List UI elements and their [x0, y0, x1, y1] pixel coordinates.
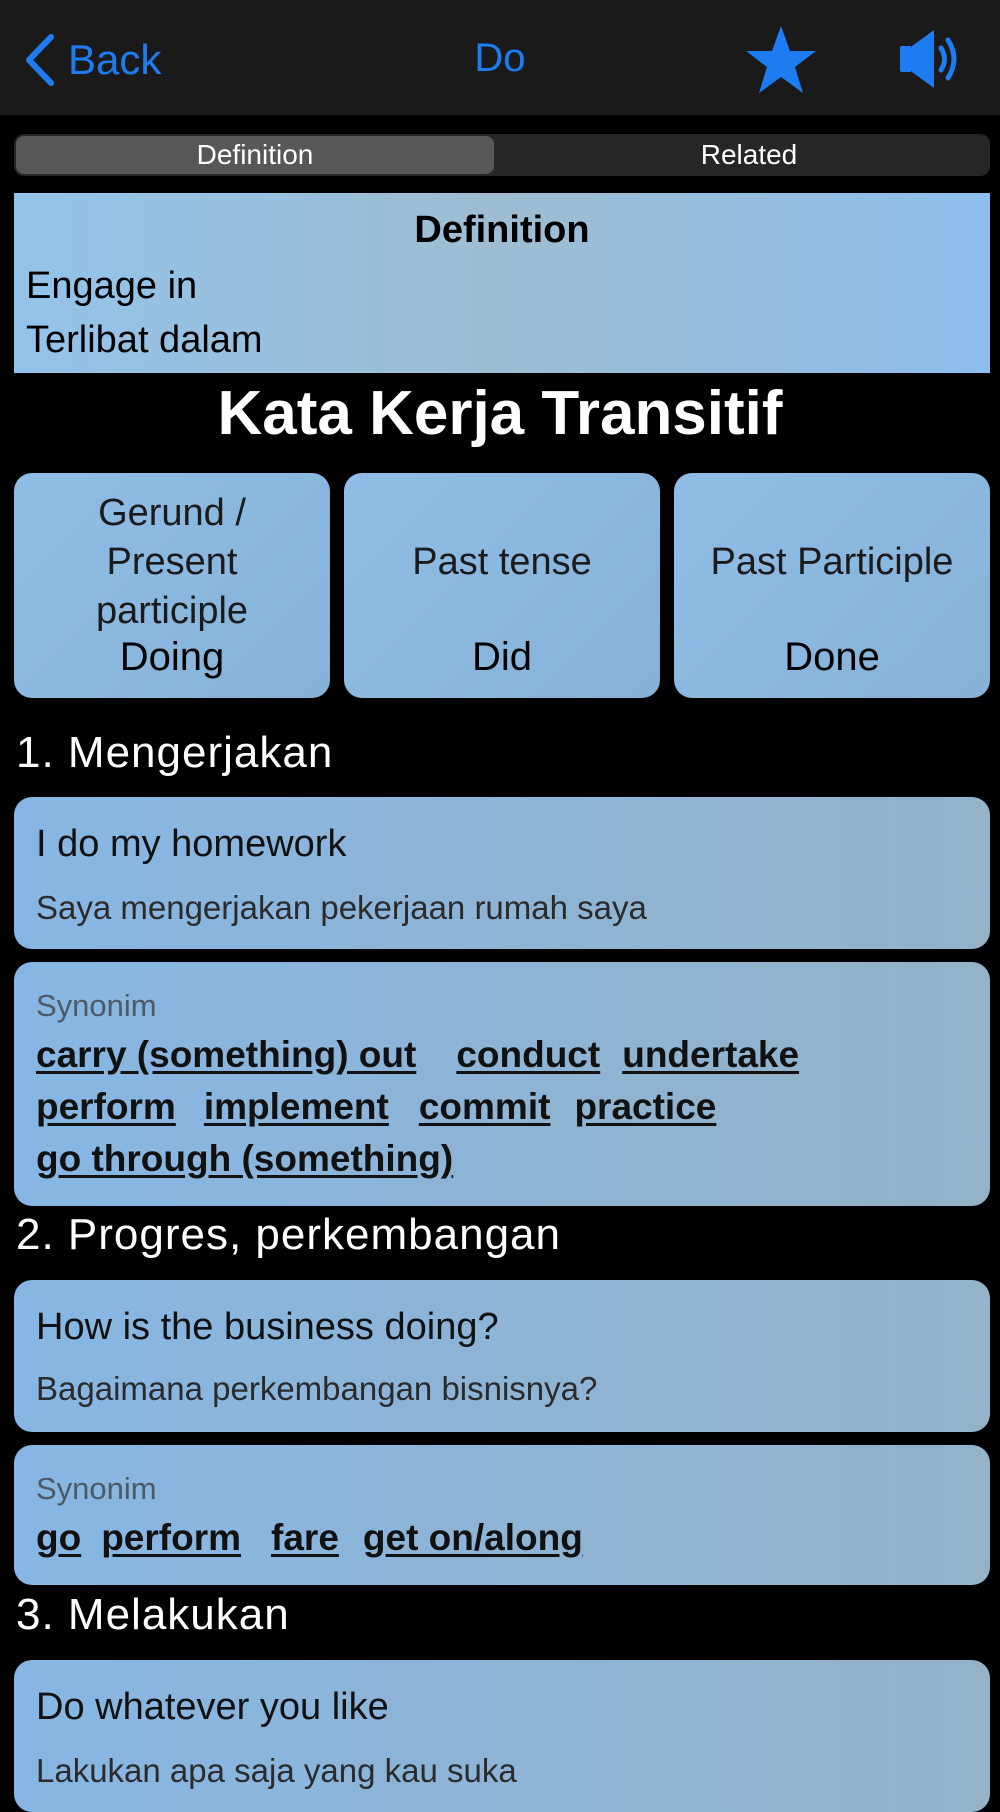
navigation-bar	[0, 0, 1000, 115]
tense-card-past-participle	[674, 473, 990, 698]
example-indonesian: Lakukan apa saja yang kau suka	[36, 1752, 517, 1789]
tense-label: Past Participle	[710, 541, 954, 583]
synonym-link[interactable]: perform	[36, 1086, 176, 1127]
definition-indonesian: Terlibat dalam	[26, 319, 263, 361]
back-label: Back	[68, 36, 162, 83]
definition-heading: Definition	[414, 209, 590, 251]
synonym-link[interactable]: commit	[418, 1086, 551, 1127]
example-english: Do whatever you like	[36, 1686, 389, 1728]
definition-box	[14, 193, 990, 373]
synonym-link[interactable]: fare	[271, 1517, 339, 1558]
synonym-row	[36, 1086, 716, 1128]
example-card	[14, 797, 990, 949]
example-indonesian: Bagaimana perkembangan bisnisnya?	[36, 1370, 598, 1407]
synonym-link[interactable]: implement	[203, 1086, 389, 1127]
synonym-label: Synonim	[36, 988, 157, 1023]
synonym-link[interactable]: carry (something) out	[36, 1034, 417, 1075]
tab-related[interactable]: Related	[700, 139, 798, 170]
tense-label-line: Gerund /	[98, 492, 246, 534]
sense-heading: 2. Progres, perkembangan	[16, 1210, 561, 1259]
example-card	[14, 1660, 990, 1812]
example-english: I do my homework	[36, 823, 347, 865]
tense-label-line: Present	[106, 541, 238, 583]
tense-label: Past tense	[412, 541, 592, 583]
page-title: Do	[474, 36, 526, 80]
synonym-label: Synonim	[36, 1471, 157, 1506]
verb-type-title: Kata Kerja Transitif	[217, 379, 783, 448]
synonym-link[interactable]: practice	[574, 1086, 717, 1127]
synonym-row	[36, 1517, 583, 1559]
tense-label-line: participle	[95, 590, 249, 632]
synonym-link[interactable]: get on/along	[362, 1517, 583, 1558]
tense-card-gerund	[14, 473, 330, 698]
example-card	[14, 1280, 990, 1432]
example-english: How is the business doing?	[36, 1306, 499, 1348]
synonym-link[interactable]: undertake	[622, 1034, 800, 1075]
synonym-card	[14, 962, 990, 1206]
star-icon[interactable]	[745, 24, 817, 96]
sense-heading: 3. Melakukan	[16, 1590, 290, 1639]
synonym-link[interactable]: go	[36, 1517, 82, 1558]
segmented-control	[14, 134, 990, 176]
synonym-row	[36, 1138, 453, 1180]
synonym-link[interactable]: go through (something)	[36, 1138, 454, 1179]
example-indonesian: Saya mengerjakan pekerjaan rumah saya	[36, 889, 647, 926]
tab-definition[interactable]: Definition	[16, 136, 494, 174]
synonym-link[interactable]: perform	[101, 1517, 242, 1558]
definition-english: Engage in	[26, 265, 198, 307]
tense-value: Doing	[119, 635, 225, 679]
synonym-link[interactable]: conduct	[456, 1034, 601, 1075]
synonym-card	[14, 1445, 990, 1585]
speaker-icon[interactable]	[898, 26, 966, 92]
synonym-row	[36, 1034, 799, 1076]
sense-heading: 1. Mengerjakan	[16, 728, 334, 777]
tense-value: Did	[471, 635, 533, 679]
tense-card-past	[344, 473, 660, 698]
tense-value: Done	[784, 635, 880, 679]
